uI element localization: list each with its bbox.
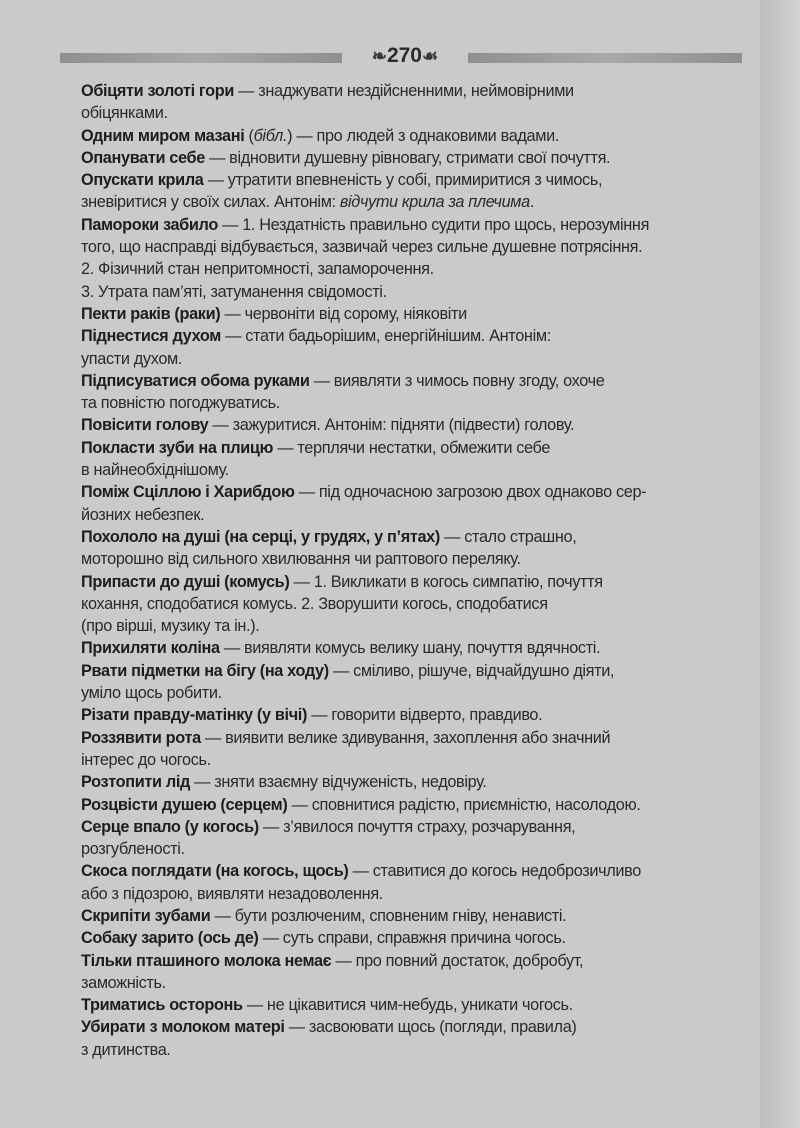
text-line: [81, 994, 649, 1016]
idiom-term: Скрипіти зубами: [81, 906, 211, 925]
text-line: [81, 950, 649, 972]
text-line: [81, 281, 649, 303]
definition-text: — не цікавитися чим-небудь, уникати чогось.: [242, 996, 573, 1015]
idiom-term: Паморoки забило: [81, 215, 218, 234]
definition-text: (: [244, 126, 254, 145]
definition-text: та повністю погоджуватись.: [81, 394, 280, 413]
definition-text: — зняти взаємну відчуженість, недовіру.: [189, 773, 487, 792]
page-number-text: 270: [386, 44, 422, 67]
text-line: [81, 905, 649, 927]
idiom-term: Обіцяти золоті гори: [81, 82, 234, 100]
idiom-term: Розтопити лід: [81, 773, 190, 792]
text-line: [81, 749, 649, 771]
text-line: [81, 169, 649, 191]
definition-text: інтерес до чогось.: [81, 750, 211, 769]
text-line: [81, 972, 649, 994]
idiom-list: [81, 80, 649, 1061]
definition-text: в найнеобхіднішому.: [81, 461, 229, 480]
definition-text: — стало страшно,: [439, 527, 577, 546]
idiom-term: Покласти зуби на плицю: [81, 438, 274, 457]
ornament-right-icon: ☙: [422, 45, 439, 66]
idiom-term: Поміж Сціллою і Харибдою: [81, 483, 295, 502]
header-rule-left: [60, 53, 342, 63]
definition-text: — говорити відверто, правдиво.: [307, 706, 543, 725]
italic-text: бібл.: [253, 126, 288, 145]
idiom-term: Одним миром мазані: [81, 126, 245, 145]
definition-text: моторошно від сильного хвилювання чи раптового переляку.: [81, 550, 521, 569]
text-line: [81, 392, 649, 414]
text-line: [81, 637, 649, 659]
text-line: [81, 526, 649, 548]
ornament-left-icon: ❧: [371, 45, 387, 66]
definition-text: — сміливо, рішуче, відчайдушно діяти,: [328, 661, 615, 680]
text-line: [81, 727, 649, 749]
definition-text: ) — про людей з однаковими вадами.: [287, 126, 560, 145]
text-line: [81, 615, 649, 637]
text-line: [81, 481, 649, 503]
definition-text: з дитинства.: [81, 1040, 171, 1059]
definition-text: зневіритися у своїх силах. Антонім:: [81, 193, 340, 212]
text-line: [81, 927, 649, 949]
definition-text: — відновити душевну рівновагу, стримати свої почуття.: [204, 148, 611, 167]
idiom-term: Собаку зарито (ось де): [81, 929, 259, 948]
definition-text: — утратити впевненість у собі, примиритися з чимось,: [203, 171, 603, 190]
definition-text: — знаджувати нездійсненними, неймовірними: [234, 82, 574, 100]
definition-text: — під одночасною загрозою двох однаково сер-: [294, 483, 647, 502]
idiom-term: Різати правду-матінку (у вічі): [81, 706, 308, 725]
idiom-term: Триматись осторонь: [81, 996, 243, 1015]
page-number: [342, 44, 468, 68]
idiom-term: Похололо на душі (на серці, у грудях, у п’ятах): [81, 527, 440, 546]
definition-text: — засвоювати щось (погляди, правила): [284, 1018, 577, 1037]
italic-text: відчути крила за плечима: [339, 193, 530, 212]
text-line: [81, 147, 649, 169]
idiom-term: Тільки пташиного молока немає: [81, 951, 332, 970]
definition-text: обіцянками.: [81, 104, 168, 123]
definition-text: — з’явилося почуття страху, розчарування,: [258, 817, 576, 836]
definition-text: — зажуритися. Антонім: підняти (підвести) голову.: [208, 416, 575, 435]
text-line: [81, 571, 649, 593]
definition-text: (про вірші, музику та ін.).: [81, 617, 260, 636]
idiom-term: Серце впало (у когось): [81, 817, 259, 836]
definition-text: — 1. Викликати в когось симпатію, почуття: [289, 572, 603, 591]
text-line: [81, 348, 649, 370]
text-line: [81, 370, 649, 392]
definition-text: .: [529, 193, 535, 212]
definition-text: — сповнитися радістю, приємністю, насолодою.: [287, 795, 641, 814]
text-line: [81, 303, 649, 325]
definition-text: уміло щось робити.: [81, 684, 222, 703]
definition-text: — виявляти комусь велику шану, почуття вдячності.: [219, 639, 601, 658]
idiom-term: Пекти раків (раки): [81, 304, 221, 323]
text-line: [81, 80, 649, 102]
text-line: [81, 414, 649, 436]
definition-text: кохання, сподобатися комусь. 2. Зворушити когось, сподобатися: [81, 594, 548, 613]
definition-text: — 1. Нездатність правильно судити про щось, нерозуміння: [217, 215, 650, 234]
text-line: [81, 102, 649, 124]
text-line: [81, 325, 649, 347]
definition-text: — виявляти з чимось повну згоду, охоче: [309, 371, 605, 390]
definition-text: — виявити велике здивування, захоплення або значний: [200, 728, 611, 747]
text-line: [81, 816, 649, 838]
text-line: [81, 771, 649, 793]
idiom-term: Повісити голову: [81, 416, 209, 435]
header-rule-right: [468, 53, 742, 63]
text-line: [81, 125, 649, 147]
definition-text: — бути розлюченим, сповненим гніву, ненависті.: [210, 906, 567, 925]
text-line: [81, 838, 649, 860]
idiom-term: Прихиляти коліна: [81, 639, 220, 658]
idiom-term: Опускати крила: [81, 171, 204, 190]
text-line: [81, 459, 649, 481]
definition-text: — терплячи нестатки, обмежити себе: [273, 438, 551, 457]
definition-text: заможність.: [81, 973, 166, 992]
definition-text: розгубленості.: [81, 840, 185, 859]
definition-text: 2. Фізичний стан непритомності, запаморочення.: [81, 260, 434, 279]
text-line: [81, 593, 649, 615]
text-line: [81, 883, 649, 905]
text-line: [81, 704, 649, 726]
idiom-term: Убирати з молоком матері: [81, 1018, 285, 1037]
definition-text: 3. Утрата пам’яті, затуманення свідомості.: [81, 282, 387, 301]
text-line: [81, 504, 649, 526]
definition-text: йозних небезпек.: [81, 505, 205, 524]
idiom-term: Рвати підметки на бігу (на ходу): [81, 661, 329, 680]
definition-text: або з підозрою, виявляти незадоволення.: [81, 884, 383, 903]
definition-text: — про повний достаток, добробут,: [331, 951, 584, 970]
next-page-edge: [760, 0, 800, 1128]
definition-text: — червоніти від сорому, ніяковіти: [220, 304, 467, 323]
text-line: [81, 1016, 649, 1038]
idiom-term: Опанувати себе: [81, 148, 205, 167]
idiom-term: Розцвісти душею (серцем): [81, 795, 288, 814]
text-line: [81, 548, 649, 570]
idiom-term: Підписуватися обома руками: [81, 371, 310, 390]
text-line: [81, 794, 649, 816]
text-line: [81, 191, 649, 213]
idiom-term: Піднестися духом: [81, 327, 221, 346]
definition-text: — стати бадьорішим, енергійнішим. Антонім:: [220, 327, 551, 346]
definition-text: — ставитися до когось недоброзичливо: [348, 862, 641, 881]
text-line: [81, 682, 649, 704]
text-line: [81, 860, 649, 882]
text-line: [81, 214, 649, 236]
text-line: [81, 1039, 649, 1061]
definition-text: того, що насправді відбувається, зазвичай через сильне душевне потрясіння.: [81, 238, 643, 257]
idiom-term: Скоса поглядати (на когось, щось): [81, 862, 349, 881]
idiom-term: Роззявити рота: [81, 728, 201, 747]
text-line: [81, 258, 649, 280]
idiom-term: Припасти до душі (комусь): [81, 572, 290, 591]
text-line: [81, 437, 649, 459]
text-line: [81, 660, 649, 682]
definition-text: — суть справи, справжня причина чогось.: [258, 929, 566, 948]
definition-text: упасти духом.: [81, 349, 183, 368]
text-line: [81, 236, 649, 258]
